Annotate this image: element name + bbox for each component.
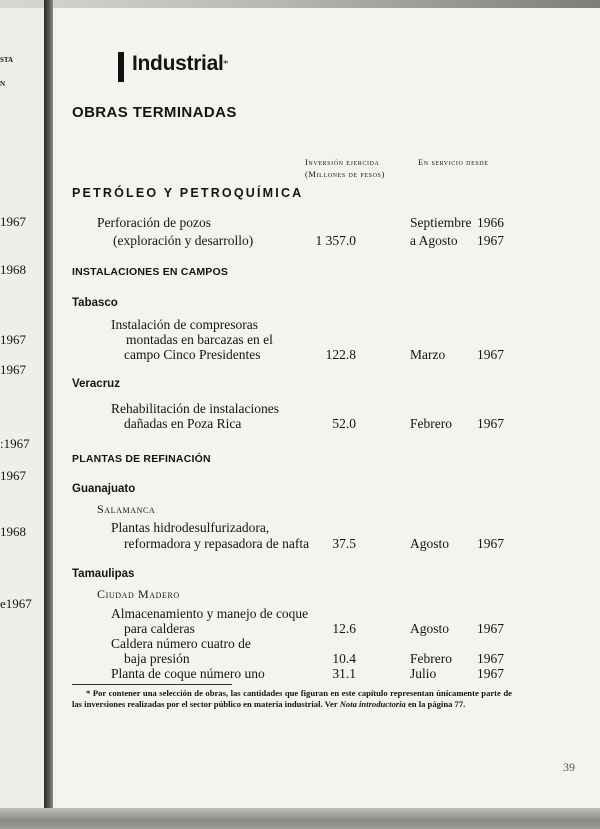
table-row: Perforación de pozos Septiembre 1966 — [97, 215, 504, 230]
margin-year: 1967 — [0, 468, 26, 483]
footnote-text-end: en la página 77. — [407, 698, 466, 709]
table-row: campo Cinco Presidentes 122.8 Marzo 1967 — [124, 347, 504, 362]
margin-year: 1967 — [0, 214, 26, 229]
city-heading: Salamanca — [97, 502, 156, 516]
row-label: Instalación de compresoras — [111, 317, 258, 332]
row-amount: 10.4 — [332, 651, 356, 666]
column-header-units: (Millones de pesos) — [305, 169, 385, 179]
row-label: para calderas — [124, 621, 195, 636]
table-row — [0, 606, 600, 621]
table-row: para calderas 12.6 Agosto 1967 — [124, 621, 504, 636]
row-amount: 12.6 — [332, 621, 356, 636]
row-month: Marzo — [410, 347, 446, 362]
section-title: OBRAS TERMINADAS — [72, 104, 237, 121]
column-header-service: En servicio desde — [418, 157, 489, 167]
subcategory-heading: INSTALACIONES EN CAMPOS — [72, 266, 229, 278]
state-heading: Guanajuato — [72, 483, 136, 495]
table-row: baja presión 10.4 Febrero 1967 — [124, 651, 504, 666]
table-row: dañadas en Poza Rica 52.0 Febrero 1967 — [124, 416, 504, 431]
row-amount: 37.5 — [332, 536, 356, 551]
margin-year: 1967 — [0, 332, 26, 347]
table-row: (exploración y desarrollo) 1 357.0 a Agosto 1967 — [113, 233, 504, 248]
table-row: Planta de coque número uno 31.1 Julio 1967 — [111, 666, 504, 681]
margin-year: e1967 — [0, 596, 32, 611]
title-footnote-mark: * — [223, 58, 229, 70]
footnote-reference: Nota introductoria — [339, 698, 406, 709]
row-amount: 52.0 — [332, 416, 356, 431]
row-month: Septiembre — [410, 215, 472, 230]
table-row — [0, 401, 600, 416]
subcategory-heading: PLANTAS DE REFINACIÓN — [72, 453, 211, 465]
state-heading: Tabasco — [72, 297, 118, 309]
row-label: Perforación de pozos — [97, 215, 211, 230]
row-month: Agosto — [410, 536, 450, 551]
category-heading: PETRÓLEO Y PETROQUÍMICA — [72, 186, 304, 200]
column-header-investment: Inversión ejercida — [305, 157, 380, 167]
row-amount: 122.8 — [325, 347, 356, 362]
row-label: Planta de coque número uno — [111, 666, 265, 681]
table-row — [0, 317, 600, 332]
row-month: a Agosto — [410, 233, 458, 248]
page-number: 39 — [563, 760, 575, 774]
row-label: campo Cinco Presidentes — [124, 347, 261, 362]
state-heading: Tamaulipas — [72, 568, 135, 580]
table-row — [0, 520, 600, 535]
table-row: reformadora y repasadora de nafta 37.5 Agosto 1967 — [124, 536, 504, 551]
row-label: baja presión — [124, 651, 190, 666]
row-amount: 1 357.0 — [315, 233, 356, 248]
footnote — [72, 688, 512, 709]
margin-fragment: N — [0, 80, 6, 88]
row-label: reformadora y repasadora de nafta — [124, 536, 310, 551]
page-title: Industrial — [132, 52, 224, 75]
row-label: Plantas hidrodesulfurizadora, — [111, 520, 270, 535]
margin-year: :1967 — [0, 436, 30, 451]
margin-fragment: STA — [0, 56, 14, 64]
margin-year: 1968 — [0, 524, 26, 539]
row-month: Agosto — [410, 621, 450, 636]
row-month: Febrero — [410, 416, 452, 431]
row-label: montadas en barcazas en el — [126, 332, 273, 347]
city-heading: Ciudad Madero — [97, 587, 180, 601]
table-row — [0, 636, 600, 651]
footnote-rule — [72, 684, 232, 685]
margin-year: 1967 — [0, 362, 26, 377]
row-label: Almacenamiento y manejo de coque — [111, 606, 309, 621]
margin-year: 1968 — [0, 262, 26, 277]
row-month: Julio — [410, 666, 437, 681]
row-label: Rehabilitación de instalaciones — [111, 401, 279, 416]
row-label: dañadas en Poza Rica — [124, 416, 242, 431]
footnote-text: Por contener una selección de obras, las cantidades que figuran en este capítulo representan únicamente parte de las inversiones realizadas por el sector público en materia industrial. Ver — [72, 688, 512, 709]
state-heading: Veracruz — [72, 378, 120, 390]
row-month: Febrero — [410, 651, 452, 666]
footnote-marker: * — [86, 688, 91, 698]
row-label: Caldera número cuatro de — [111, 636, 251, 651]
row-amount: 31.1 — [332, 666, 356, 681]
row-label: (exploración y desarrollo) — [113, 233, 254, 248]
table-row — [0, 332, 600, 347]
